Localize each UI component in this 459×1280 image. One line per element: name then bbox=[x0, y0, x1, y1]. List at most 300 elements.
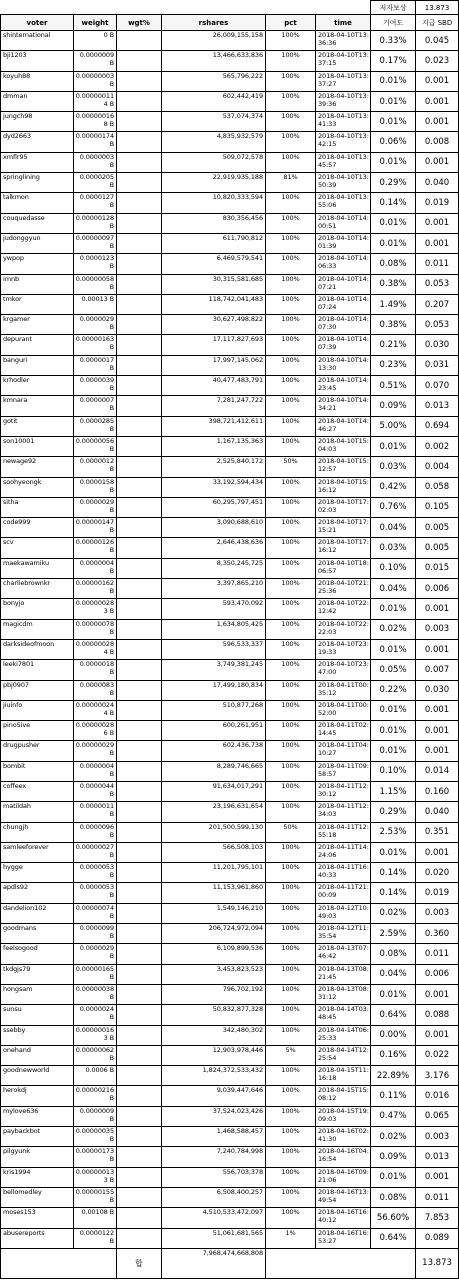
table-row bbox=[1, 1167, 459, 1187]
rshares-cell: 611,790,812 bbox=[162, 233, 266, 253]
contribution-cell: 0.02% bbox=[371, 619, 416, 639]
rshares-cell: 40,477,483,791 bbox=[162, 376, 266, 396]
weight-cell: 0.00000097 B bbox=[74, 233, 117, 253]
contribution-cell: 0.01% bbox=[371, 599, 416, 619]
table-row bbox=[1, 700, 459, 720]
table-row bbox=[1, 1228, 459, 1248]
table-row bbox=[1, 822, 459, 842]
rshares-cell: 60,295,797,451 bbox=[162, 497, 266, 517]
weight-cell: 0.0000123 B bbox=[74, 254, 117, 274]
rshares-cell: 6,469,579,541 bbox=[162, 254, 266, 274]
weight-cell: 0.00000074 B bbox=[74, 903, 117, 923]
contribution-cell: 0.01% bbox=[371, 213, 416, 233]
wgt-pct-cell bbox=[117, 680, 162, 700]
blank-corner bbox=[1, 1, 371, 15]
rshares-cell: 510,877,268 bbox=[162, 700, 266, 720]
table-row bbox=[1, 335, 459, 355]
voter-cell: son10001 bbox=[1, 436, 74, 456]
pct-cell: 100% bbox=[266, 883, 316, 903]
pct-cell: 100% bbox=[266, 233, 316, 253]
voter-cell: depurant bbox=[1, 335, 74, 355]
contribution-cell: 0.04% bbox=[371, 964, 416, 984]
wgt-pct-cell bbox=[117, 721, 162, 741]
pct-cell: 100% bbox=[266, 924, 316, 944]
rshares-cell: 12,903,978,446 bbox=[162, 1045, 266, 1065]
contribution-cell: 0.01% bbox=[371, 984, 416, 1004]
wgt-pct-cell bbox=[117, 294, 162, 314]
time-cell: 2018-04-14T12:25:54 bbox=[316, 1045, 371, 1065]
weight-cell: 0.0000029 B bbox=[74, 315, 117, 335]
sum-label: 합 bbox=[117, 1248, 162, 1278]
contribution-cell: 0.42% bbox=[371, 477, 416, 497]
pct-cell: 100% bbox=[266, 1066, 316, 1086]
weight-cell: 0.00000028 4 B bbox=[74, 639, 117, 659]
sbd-cell: 3.176 bbox=[416, 1066, 459, 1086]
time-cell: 2018-04-14T03:48:45 bbox=[316, 1005, 371, 1025]
sbd-cell: 0.360 bbox=[416, 924, 459, 944]
contribution-cell: 0.08% bbox=[371, 254, 416, 274]
table-row bbox=[1, 173, 459, 193]
weight-cell: 0.0000024 B bbox=[74, 1005, 117, 1025]
wgt-pct-cell bbox=[117, 91, 162, 111]
voter-cell: koyuh88 bbox=[1, 71, 74, 91]
sbd-cell: 0.001 bbox=[416, 112, 459, 132]
voter-cell: imnb bbox=[1, 274, 74, 294]
rshares-cell: 3,453,823,523 bbox=[162, 964, 266, 984]
sbd-cell: 0.008 bbox=[416, 132, 459, 152]
table-row bbox=[1, 1066, 459, 1086]
wgt-pct-cell bbox=[117, 152, 162, 172]
contribution-cell: 0.64% bbox=[371, 1228, 416, 1248]
weight-cell: 0.0000009 B bbox=[74, 51, 117, 71]
voter-cell: bombit bbox=[1, 761, 74, 781]
pct-cell: 100% bbox=[266, 112, 316, 132]
pct-cell: 100% bbox=[266, 91, 316, 111]
voter-cell: mylove636 bbox=[1, 1106, 74, 1126]
pct-cell: 100% bbox=[266, 51, 316, 71]
rshares-cell: 30,627,498,822 bbox=[162, 315, 266, 335]
time-cell: 2018-04-11T12:55:18 bbox=[316, 822, 371, 842]
rshares-cell: 2,646,438,636 bbox=[162, 538, 266, 558]
contribution-cell: 0.10% bbox=[371, 761, 416, 781]
pct-cell: 100% bbox=[266, 1086, 316, 1106]
contribution-cell: 0.21% bbox=[371, 335, 416, 355]
contribution-cell: 0.11% bbox=[371, 1086, 416, 1106]
table-row bbox=[1, 457, 459, 477]
contribution-cell: 0.08% bbox=[371, 944, 416, 964]
time-cell: 2018-04-11T00:52:00 bbox=[316, 700, 371, 720]
table-row bbox=[1, 842, 459, 862]
contribution-cell: 2.59% bbox=[371, 924, 416, 944]
weight-cell: 0.0006 B bbox=[74, 1066, 117, 1086]
wgt-pct-cell bbox=[117, 1187, 162, 1207]
weight-cell: 0.0000039 B bbox=[74, 376, 117, 396]
time-cell: 2018-04-16T04:16:54 bbox=[316, 1147, 371, 1167]
sbd-cell: 0.002 bbox=[416, 436, 459, 456]
header-contribution: 기여도 bbox=[371, 15, 416, 31]
rshares-cell: 342,480,302 bbox=[162, 1025, 266, 1045]
weight-cell: 0.0000053 B bbox=[74, 863, 117, 883]
table-row bbox=[1, 274, 459, 294]
weight-cell: 0.00000058 B bbox=[74, 274, 117, 294]
wgt-pct-cell bbox=[117, 558, 162, 578]
pct-cell: 100% bbox=[266, 497, 316, 517]
sbd-cell: 0.006 bbox=[416, 579, 459, 599]
rshares-cell: 11,201,795,101 bbox=[162, 863, 266, 883]
sbd-cell: 0.040 bbox=[416, 173, 459, 193]
table-row bbox=[1, 91, 459, 111]
voter-cell: krgamer bbox=[1, 315, 74, 335]
time-cell: 2018-04-12T10:49:03 bbox=[316, 903, 371, 923]
contribution-cell: 5.00% bbox=[371, 416, 416, 436]
wgt-pct-cell bbox=[117, 1228, 162, 1248]
sum-blank-right bbox=[266, 1248, 416, 1278]
table-row bbox=[1, 518, 459, 538]
voter-cell: bellomedley bbox=[1, 1187, 74, 1207]
pct-cell: 100% bbox=[266, 1106, 316, 1126]
rshares-cell: 602,436,738 bbox=[162, 741, 266, 761]
weight-cell: 0.0000012 B bbox=[74, 457, 117, 477]
rshares-cell: 2,525,840,172 bbox=[162, 457, 266, 477]
contribution-cell: 0.00% bbox=[371, 1025, 416, 1045]
voter-cell: coffeex bbox=[1, 781, 74, 801]
table-row bbox=[1, 436, 459, 456]
pct-cell: 81% bbox=[266, 173, 316, 193]
rshares-cell: 830,356,456 bbox=[162, 213, 266, 233]
contribution-cell: 2.53% bbox=[371, 822, 416, 842]
table-row bbox=[1, 254, 459, 274]
pct-cell: 100% bbox=[266, 863, 316, 883]
sbd-cell: 0.088 bbox=[416, 1005, 459, 1025]
table-row bbox=[1, 1086, 459, 1106]
weight-cell: 0.00000163 B bbox=[74, 335, 117, 355]
wgt-pct-cell bbox=[117, 335, 162, 355]
wgt-pct-cell bbox=[117, 579, 162, 599]
wgt-pct-cell bbox=[117, 71, 162, 91]
voter-cell: kris1994 bbox=[1, 1167, 74, 1187]
sbd-cell: 0.030 bbox=[416, 680, 459, 700]
table-row bbox=[1, 1045, 459, 1065]
contribution-cell: 0.01% bbox=[371, 700, 416, 720]
table-row bbox=[1, 579, 459, 599]
weight-cell: 0.00000173 B bbox=[74, 1147, 117, 1167]
voter-cell: newage92 bbox=[1, 457, 74, 477]
sbd-cell: 0.040 bbox=[416, 802, 459, 822]
weight-cell: 0.00000174 B bbox=[74, 132, 117, 152]
rshares-cell: 566,508,103 bbox=[162, 842, 266, 862]
voter-cell: ssebby bbox=[1, 1025, 74, 1045]
wgt-pct-cell bbox=[117, 924, 162, 944]
sbd-cell: 0.001 bbox=[416, 599, 459, 619]
contribution-cell: 0.76% bbox=[371, 497, 416, 517]
table-row bbox=[1, 619, 459, 639]
pct-cell: 100% bbox=[266, 903, 316, 923]
wgt-pct-cell bbox=[117, 944, 162, 964]
contribution-cell: 0.01% bbox=[371, 639, 416, 659]
time-cell: 2018-04-10T14:23:45 bbox=[316, 376, 371, 396]
rshares-cell: 23,196,631,654 bbox=[162, 802, 266, 822]
rshares-cell: 51,061,681,565 bbox=[162, 1228, 266, 1248]
rshares-cell: 118,742,041,483 bbox=[162, 294, 266, 314]
sbd-cell: 0.003 bbox=[416, 1127, 459, 1147]
pct-cell: 100% bbox=[266, 376, 316, 396]
time-cell: 2018-04-11T14:24:06 bbox=[316, 842, 371, 862]
contribution-cell: 0.22% bbox=[371, 680, 416, 700]
weight-cell: 0.0000205 B bbox=[74, 173, 117, 193]
weight-cell: 0.00000028 6 B bbox=[74, 721, 117, 741]
time-cell: 2018-04-10T13:45:57 bbox=[316, 152, 371, 172]
header-wgt-pct: wgt% bbox=[117, 15, 162, 31]
table-row bbox=[1, 984, 459, 1004]
table-row bbox=[1, 416, 459, 436]
table-row bbox=[1, 721, 459, 741]
pct-cell: 100% bbox=[266, 1147, 316, 1167]
table-row bbox=[1, 71, 459, 91]
pct-cell: 1% bbox=[266, 1228, 316, 1248]
weight-cell: 0.0000004 B bbox=[74, 761, 117, 781]
table-row bbox=[1, 1208, 459, 1228]
pct-cell: 100% bbox=[266, 1025, 316, 1045]
rshares-cell: 1,167,135,363 bbox=[162, 436, 266, 456]
time-cell: 2018-04-11T02:14:45 bbox=[316, 721, 371, 741]
weight-cell: 0.00000016 8 B bbox=[74, 112, 117, 132]
pct-cell: 100% bbox=[266, 538, 316, 558]
time-cell: 2018-04-10T15:16:12 bbox=[316, 477, 371, 497]
time-cell: 2018-04-10T13:39:36 bbox=[316, 91, 371, 111]
weight-cell: 0.00000011 4 B bbox=[74, 91, 117, 111]
time-cell: 2018-04-10T14:07:30 bbox=[316, 315, 371, 335]
table-row bbox=[1, 1147, 459, 1167]
rshares-cell: 3,397,865,210 bbox=[162, 579, 266, 599]
sbd-cell: 0.013 bbox=[416, 1147, 459, 1167]
time-cell: 2018-04-10T23:19:33 bbox=[316, 639, 371, 659]
voter-cell: judonggyun bbox=[1, 233, 74, 253]
contribution-cell: 0.01% bbox=[371, 741, 416, 761]
sbd-cell: 0.001 bbox=[416, 1167, 459, 1187]
wgt-pct-cell bbox=[117, 741, 162, 761]
time-cell: 2018-04-10T18:06:57 bbox=[316, 558, 371, 578]
rshares-cell: 17,499,180,834 bbox=[162, 680, 266, 700]
wgt-pct-cell bbox=[117, 863, 162, 883]
header-voter: voter bbox=[1, 15, 74, 31]
contribution-cell: 0.09% bbox=[371, 396, 416, 416]
time-cell: 2018-04-10T17:16:12 bbox=[316, 538, 371, 558]
wgt-pct-cell bbox=[117, 254, 162, 274]
rshares-cell: 556,703,378 bbox=[162, 1167, 266, 1187]
rshares-cell: 13,466,633,836 bbox=[162, 51, 266, 71]
time-cell: 2018-04-10T13:37:27 bbox=[316, 71, 371, 91]
contribution-cell: 0.03% bbox=[371, 457, 416, 477]
weight-cell: 0.00000029 B bbox=[74, 741, 117, 761]
weight-cell: 0 B bbox=[74, 31, 117, 51]
contribution-cell: 0.14% bbox=[371, 193, 416, 213]
sum-blank bbox=[1, 1248, 117, 1278]
rshares-cell: 26,009,155,158 bbox=[162, 31, 266, 51]
pct-cell: 100% bbox=[266, 355, 316, 375]
contribution-cell: 0.51% bbox=[371, 376, 416, 396]
weight-cell: 0.0000029 B bbox=[74, 497, 117, 517]
time-cell: 2018-04-16T16:53:27 bbox=[316, 1228, 371, 1248]
table-row bbox=[1, 112, 459, 132]
wgt-pct-cell bbox=[117, 31, 162, 51]
contribution-cell: 0.01% bbox=[371, 233, 416, 253]
table-row bbox=[1, 802, 459, 822]
rshares-cell: 37,524,023,426 bbox=[162, 1106, 266, 1126]
table-row bbox=[1, 51, 459, 71]
time-cell: 2018-04-10T15:12:57 bbox=[316, 457, 371, 477]
contribution-cell: 0.09% bbox=[371, 1147, 416, 1167]
total-sbd: 13.873 bbox=[416, 1248, 459, 1278]
voter-cell: maekawamiku bbox=[1, 558, 74, 578]
pct-cell: 100% bbox=[266, 254, 316, 274]
weight-cell: 0.0000007 B bbox=[74, 396, 117, 416]
contribution-cell: 0.14% bbox=[371, 883, 416, 903]
wgt-pct-cell bbox=[117, 1208, 162, 1228]
voter-cell: matildah bbox=[1, 802, 74, 822]
weight-cell: 0.0000285 B bbox=[74, 416, 117, 436]
header-pct: pct bbox=[266, 15, 316, 31]
voter-cell: dandelion102 bbox=[1, 903, 74, 923]
weight-cell: 0.00000126 B bbox=[74, 538, 117, 558]
wgt-pct-cell bbox=[117, 112, 162, 132]
table-row bbox=[1, 599, 459, 619]
rshares-cell: 398,721,412,611 bbox=[162, 416, 266, 436]
voter-cell: magicdm bbox=[1, 619, 74, 639]
table-row bbox=[1, 924, 459, 944]
sbd-cell: 0.007 bbox=[416, 660, 459, 680]
pct-cell: 100% bbox=[266, 294, 316, 314]
contribution-cell: 0.38% bbox=[371, 274, 416, 294]
voter-cell: abusereports bbox=[1, 1228, 74, 1248]
table-row bbox=[1, 193, 459, 213]
voter-cell: ywpop bbox=[1, 254, 74, 274]
wgt-pct-cell bbox=[117, 477, 162, 497]
rshares-cell: 796,702,192 bbox=[162, 984, 266, 1004]
voter-cell: herokdj bbox=[1, 1086, 74, 1106]
voter-cell: shinternational bbox=[1, 31, 74, 51]
rshares-cell: 201,500,599,130 bbox=[162, 822, 266, 842]
sbd-cell: 0.001 bbox=[416, 700, 459, 720]
time-cell: 2018-04-10T13:37:15 bbox=[316, 51, 371, 71]
voter-cell: pbj0907 bbox=[1, 680, 74, 700]
wgt-pct-cell bbox=[117, 497, 162, 517]
contribution-cell: 0.01% bbox=[371, 112, 416, 132]
weight-cell: 0.00000003 B bbox=[74, 71, 117, 91]
pct-cell: 100% bbox=[266, 1208, 316, 1228]
rshares-cell: 17,117,827,693 bbox=[162, 335, 266, 355]
pct-cell: 5% bbox=[266, 1045, 316, 1065]
contribution-cell: 1.49% bbox=[371, 294, 416, 314]
time-cell: 2018-04-11T12:30:12 bbox=[316, 781, 371, 801]
pct-cell: 100% bbox=[266, 558, 316, 578]
wgt-pct-cell bbox=[117, 1086, 162, 1106]
sbd-cell: 7.853 bbox=[416, 1208, 459, 1228]
sbd-cell: 0.070 bbox=[416, 376, 459, 396]
wgt-pct-cell bbox=[117, 822, 162, 842]
voter-cell: pino5ive bbox=[1, 721, 74, 741]
voter-cell: scv bbox=[1, 538, 74, 558]
time-cell: 2018-04-10T17:15:21 bbox=[316, 518, 371, 538]
pct-cell: 100% bbox=[266, 71, 316, 91]
wgt-pct-cell bbox=[117, 355, 162, 375]
wgt-pct-cell bbox=[117, 315, 162, 335]
contribution-cell: 0.05% bbox=[371, 660, 416, 680]
pct-cell: 100% bbox=[266, 1167, 316, 1187]
wgt-pct-cell bbox=[117, 233, 162, 253]
voter-cell: xmflr95 bbox=[1, 152, 74, 172]
weight-cell: 0.0000003 B bbox=[74, 152, 117, 172]
pct-cell: 50% bbox=[266, 457, 316, 477]
contribution-cell: 0.02% bbox=[371, 903, 416, 923]
time-cell: 2018-04-16T13:49:54 bbox=[316, 1187, 371, 1207]
voter-cell: jiuinfo bbox=[1, 700, 74, 720]
rshares-cell: 3,749,381,245 bbox=[162, 660, 266, 680]
contribution-cell: 0.23% bbox=[371, 355, 416, 375]
sbd-cell: 0.001 bbox=[416, 91, 459, 111]
rshares-cell: 30,315,581,685 bbox=[162, 274, 266, 294]
table-row bbox=[1, 964, 459, 984]
weight-cell: 0.0000158 B bbox=[74, 477, 117, 497]
sbd-cell: 0.001 bbox=[416, 741, 459, 761]
contribution-cell: 0.04% bbox=[371, 518, 416, 538]
table-row bbox=[1, 781, 459, 801]
table-row bbox=[1, 497, 459, 517]
weight-cell: 0.00000062 B bbox=[74, 1045, 117, 1065]
pct-cell: 100% bbox=[266, 416, 316, 436]
contribution-cell: 0.02% bbox=[371, 1127, 416, 1147]
table-row bbox=[1, 761, 459, 781]
time-cell: 2018-04-13T08:31:12 bbox=[316, 984, 371, 1004]
rshares-cell: 537,074,374 bbox=[162, 112, 266, 132]
wgt-pct-cell bbox=[117, 903, 162, 923]
voter-cell: code999 bbox=[1, 518, 74, 538]
sbd-cell: 0.014 bbox=[416, 761, 459, 781]
sbd-cell: 0.065 bbox=[416, 1106, 459, 1126]
time-cell: 2018-04-14T06:25:33 bbox=[316, 1025, 371, 1045]
wgt-pct-cell bbox=[117, 1106, 162, 1126]
time-cell: 2018-04-11T12:34:03 bbox=[316, 802, 371, 822]
time-cell: 2018-04-10T14:07:39 bbox=[316, 335, 371, 355]
rshares-cell: 11,153,961,860 bbox=[162, 883, 266, 903]
wgt-pct-cell bbox=[117, 802, 162, 822]
voter-cell: gotit bbox=[1, 416, 74, 436]
wgt-pct-cell bbox=[117, 457, 162, 477]
time-cell: 2018-04-10T14:06:33 bbox=[316, 254, 371, 274]
table-row bbox=[1, 944, 459, 964]
voter-cell: talkmon bbox=[1, 193, 74, 213]
rshares-cell: 596,533,337 bbox=[162, 639, 266, 659]
time-cell: 2018-04-15T15:08:12 bbox=[316, 1086, 371, 1106]
voter-cell: leeki7801 bbox=[1, 660, 74, 680]
weight-cell: 0.00000038 B bbox=[74, 984, 117, 1004]
wgt-pct-cell bbox=[117, 1167, 162, 1187]
voter-cell: bonyjo bbox=[1, 599, 74, 619]
pct-cell: 100% bbox=[266, 315, 316, 335]
voter-cell: sunsu bbox=[1, 1005, 74, 1025]
contribution-cell: 0.01% bbox=[371, 152, 416, 172]
voter-cell: goodnewworld bbox=[1, 1066, 74, 1086]
table-row bbox=[1, 639, 459, 659]
sum-row bbox=[1, 1248, 459, 1278]
wgt-pct-cell bbox=[117, 173, 162, 193]
pct-cell: 100% bbox=[266, 396, 316, 416]
rshares-cell: 565,796,222 bbox=[162, 71, 266, 91]
weight-cell: 0.00000013 3 B bbox=[74, 1167, 117, 1187]
pct-cell: 100% bbox=[266, 741, 316, 761]
time-cell: 2018-04-16T16:40:12 bbox=[316, 1208, 371, 1228]
wgt-pct-cell bbox=[117, 700, 162, 720]
weight-cell: 0.0000127 B bbox=[74, 193, 117, 213]
